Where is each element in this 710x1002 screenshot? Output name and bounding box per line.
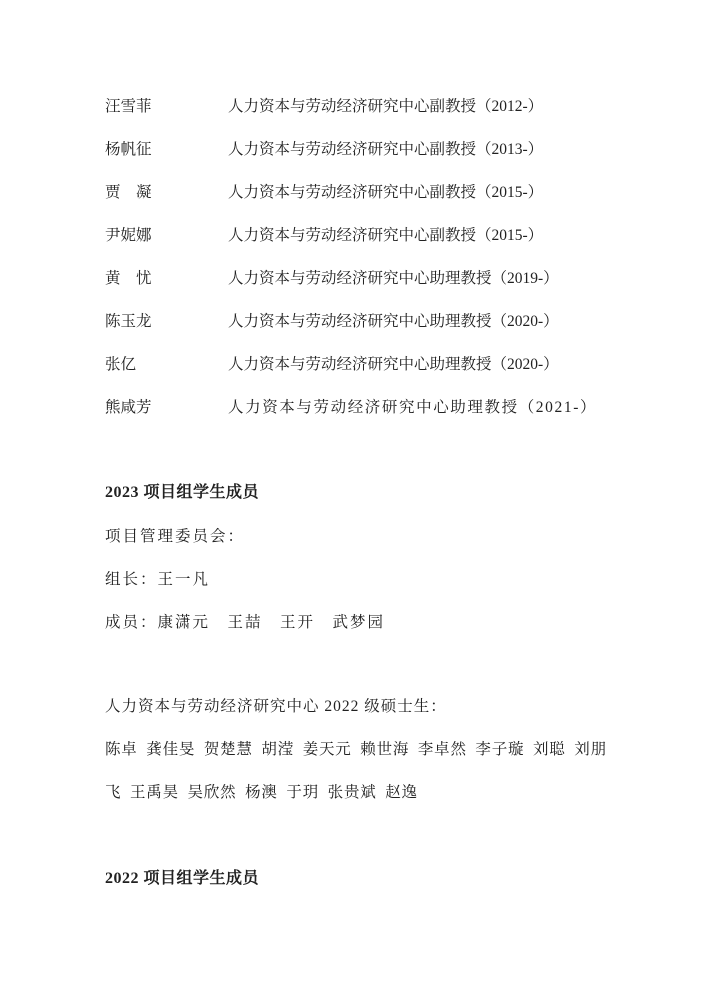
faculty-row [105, 355, 665, 375]
faculty-title: 人力资本与劳动经济研究中心副教授（2015-） [228, 227, 544, 244]
faculty-title: 人力资本与劳动经济研究中心助理教授（2020-） [228, 313, 559, 330]
faculty-name: 汪雪菲 [105, 98, 152, 115]
faculty-title: 人力资本与劳动经济研究中心助理教授（2021-） [228, 399, 598, 416]
faculty-title: 人力资本与劳动经济研究中心副教授（2015-） [228, 184, 544, 201]
faculty-row [105, 226, 665, 246]
faculty-row [105, 140, 665, 160]
faculty-row [105, 183, 665, 203]
faculty-row [105, 269, 665, 289]
leader-line: 组长：王一凡 [105, 571, 211, 588]
section-heading-2023: 2023 项目组学生成员 [105, 484, 260, 501]
faculty-title: 人力资本与劳动经济研究中心助理教授（2019-） [228, 270, 559, 287]
faculty-title: 人力资本与劳动经济研究中心副教授（2012-） [228, 98, 544, 115]
masters-names-line-2: 飞 王禹昊 吴欣然 杨澳 于玥 张贵斌 赵逸 [105, 784, 418, 801]
faculty-name: 陈玉龙 [105, 313, 152, 330]
faculty-name: 熊咸芳 [105, 399, 152, 416]
faculty-name: 杨帆征 [105, 141, 152, 158]
committee-label: 项目管理委员会： [105, 528, 246, 545]
masters-label: 人力资本与劳动经济研究中心 2022 级硕士生： [105, 698, 447, 715]
faculty-name: 尹妮娜 [105, 227, 152, 244]
masters-names-line-1: 陈卓 龚佳旻 贺楚慧 胡滢 姜天元 赖世海 李卓然 李子璇 刘聪 刘朋 [105, 741, 607, 758]
faculty-title: 人力资本与劳动经济研究中心副教授（2013-） [228, 141, 544, 158]
faculty-row [105, 97, 665, 117]
faculty-name: 黄 忧 [105, 270, 152, 287]
faculty-name: 张亿 [105, 356, 137, 373]
members-line: 成员：康潇元 王喆 王开 武梦园 [105, 614, 386, 631]
faculty-row [105, 398, 665, 418]
faculty-title: 人力资本与劳动经济研究中心助理教授（2020-） [228, 356, 559, 373]
faculty-row [105, 312, 665, 332]
section-heading-2022: 2022 项目组学生成员 [105, 870, 260, 887]
faculty-name: 贾 凝 [105, 184, 152, 201]
